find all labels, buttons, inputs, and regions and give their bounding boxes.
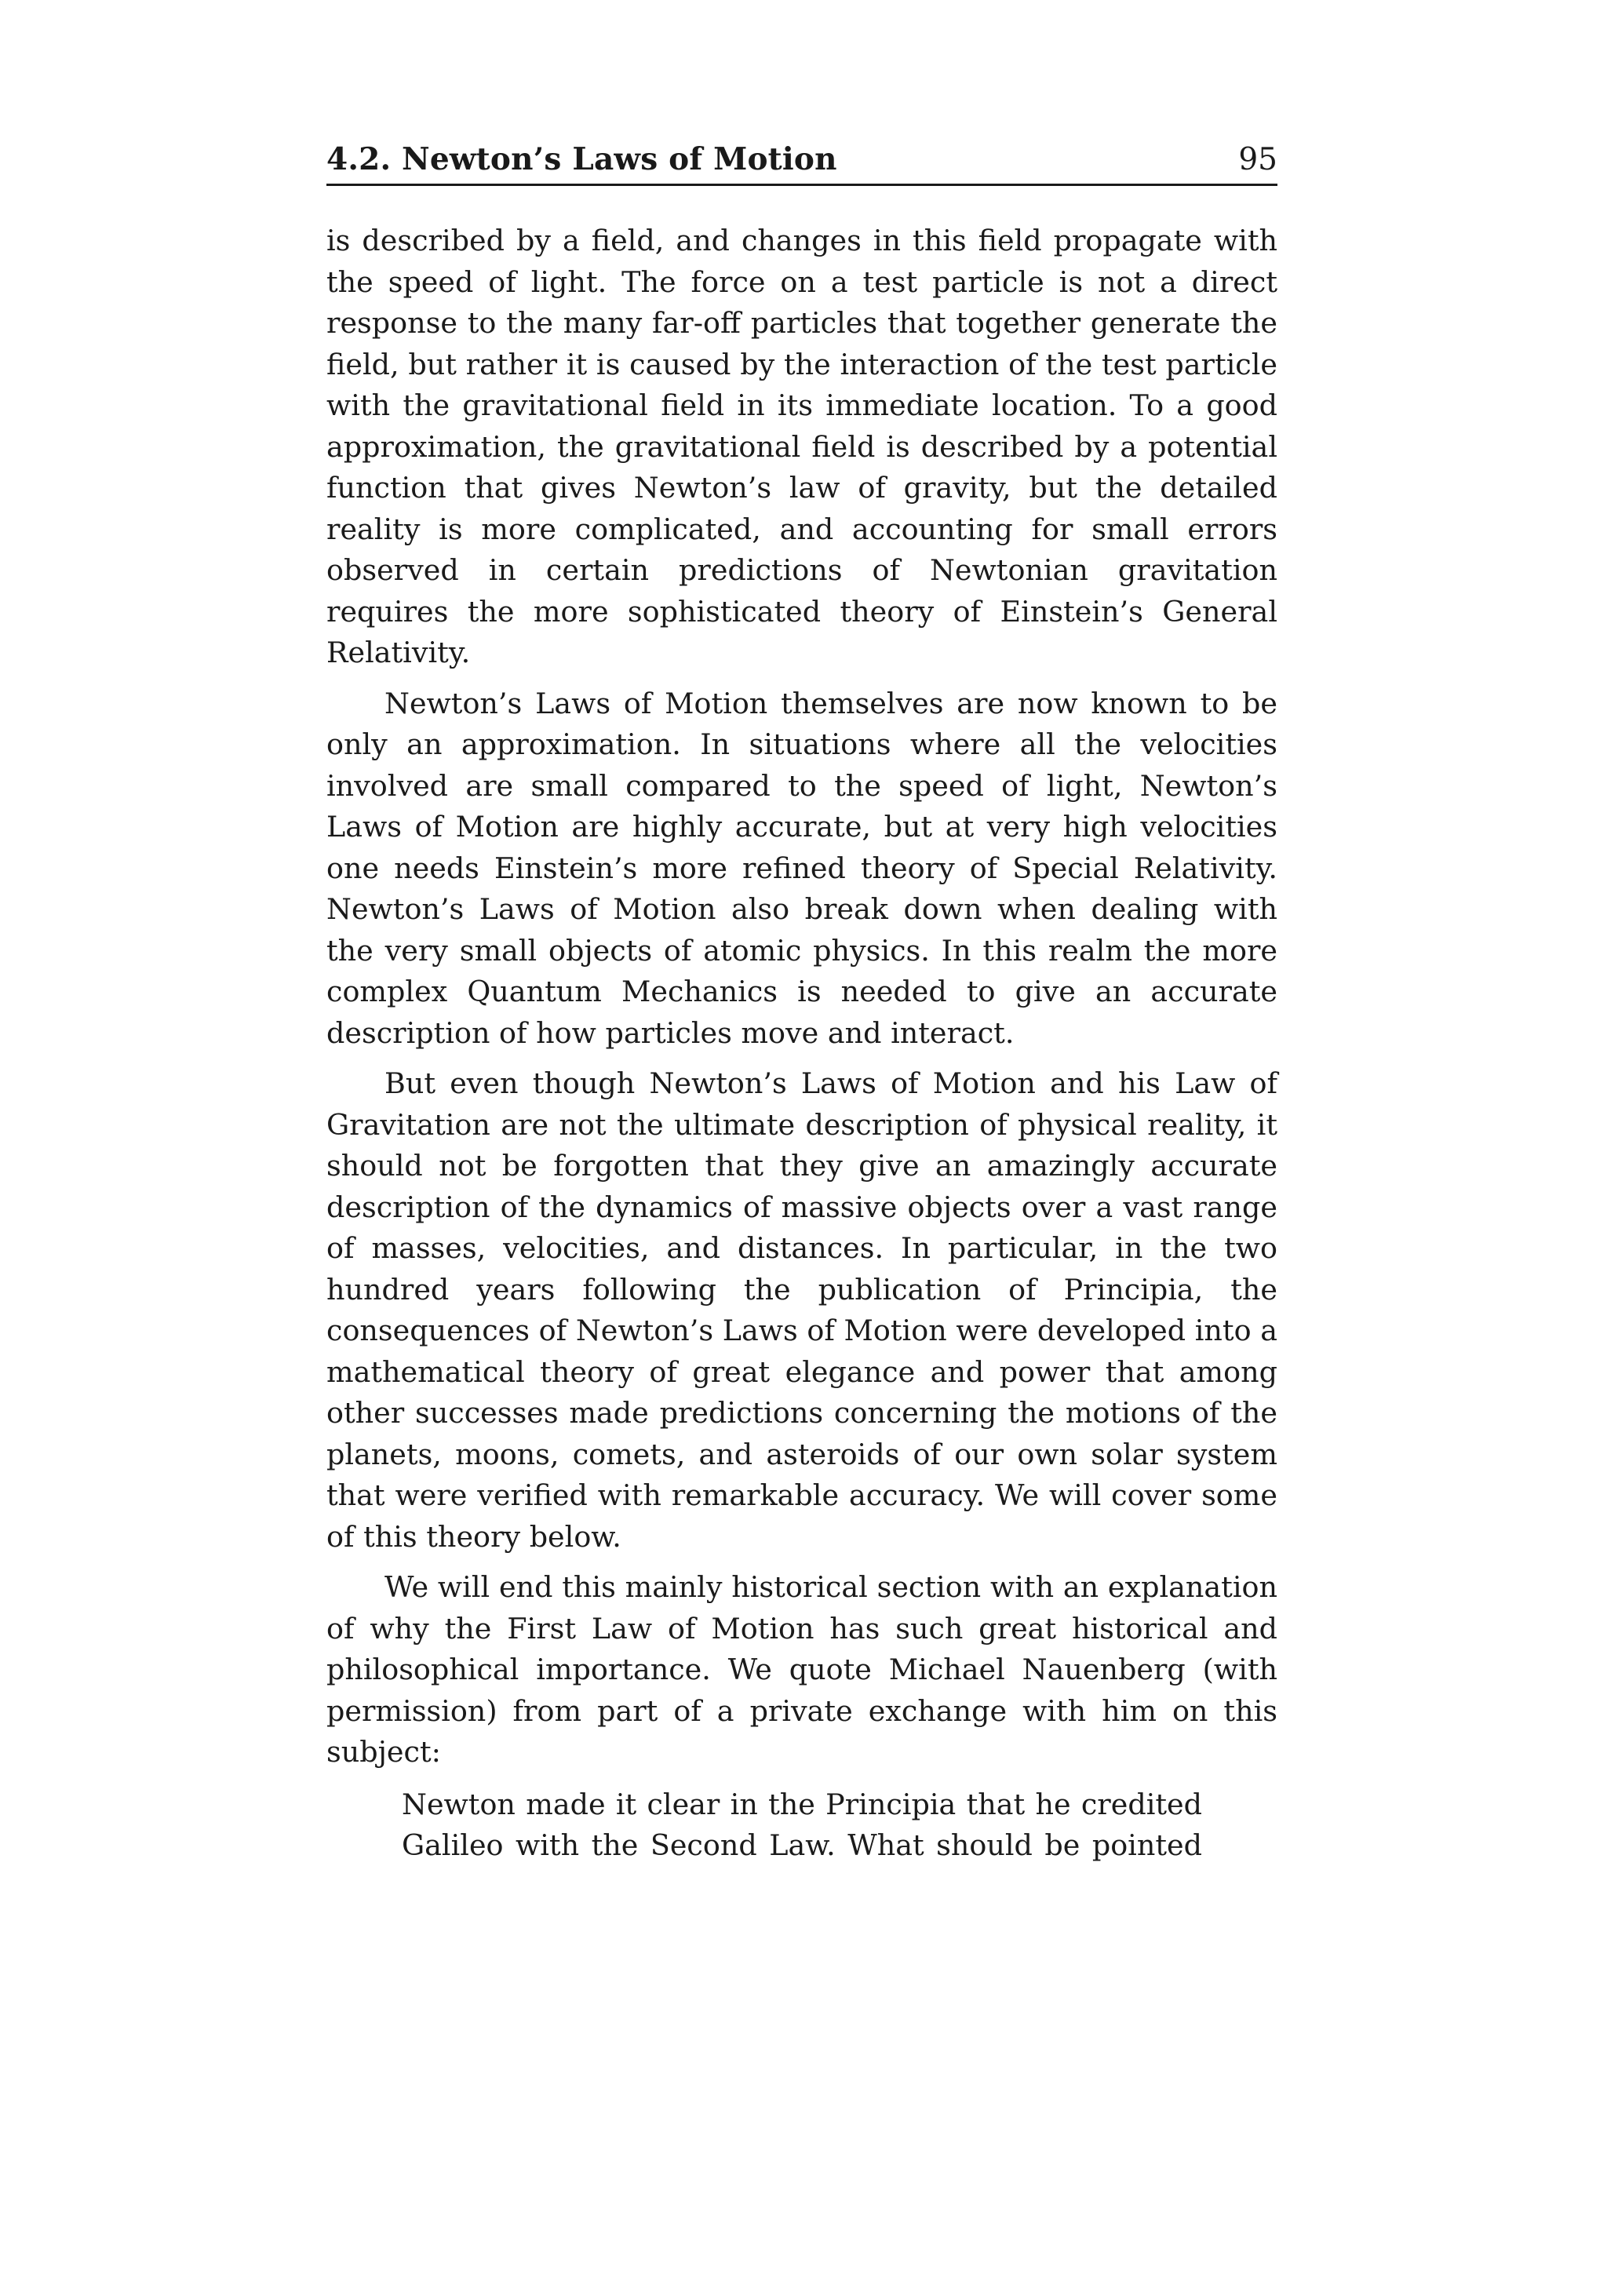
paragraph-3: But even though Newton’s Laws of Motion and his Law of Gravitation are not the ultimate description of physical reality, it should not be forgotten that they give an amazingly accurate description of the dynamics of massive objects over a vast range of masses, velocities, and distances. In particular, in the two hundred years following the publication of Principia, the consequences of Newton’s Laws of Motion were developed into a mathematical theory of great elegance and power that among other successes made predictions concerning the motions of the planets, moons, comets, and asteroids of our own solar system that were verified with remarkable accuracy. We will cover some of this theory below. [326, 1066, 1277, 1554]
running-header [326, 141, 1277, 186]
paragraph-2: Newton’s Laws of Motion themselves are now known to be only an approximation. In situations where all the velocities involved are small compared to the speed of light, Newton’s Laws of Motion are highly accurate, but at very high velocities one needs Einstein’s more refined theory of Special Relativity. Newton’s Laws of Motion also break down when dealing with the very small objects of atomic physics. In this realm the more complex Quantum Mechanics is needed to give an accurate description of how particles move and interact. [326, 686, 1277, 1050]
paragraph-4: We will end this mainly historical section with an explanation of why the First Law of Motion has such great historical and philosophical importance. We quote Michael Nauenberg (with permission) from part of a private exchange with him on this subject: [326, 1570, 1277, 1769]
page [326, 141, 1277, 1867]
quote-line-2: Galileo with the Second Law. What should be pointed [402, 1828, 1202, 1862]
paragraph-1: is described by a field, and changes in this field propagate with the speed of light. The force on a test particle is not a direct response to the many far-off particles that together generate the field, but rather it is caused by the interaction of the test particle with the gravitational field in its immediate location. To a good approximation, the gravitational field is described by a potential function that gives Newton’s law of gravity, but the detailed reality is more complicated, and accounting for small errors observed in certain predictions of Newtonian gravitation requires the more sophisticated theory of Einstein’s General Relativity. [326, 224, 1277, 669]
section-title: 4.2. Newton’s Laws of Motion [326, 141, 837, 177]
body-text [326, 220, 1277, 1773]
block-quote [402, 1784, 1202, 1867]
page-number: 95 [1238, 142, 1277, 177]
quote-line-1: Newton made it clear in the Principia that he credited [402, 1787, 1202, 1821]
